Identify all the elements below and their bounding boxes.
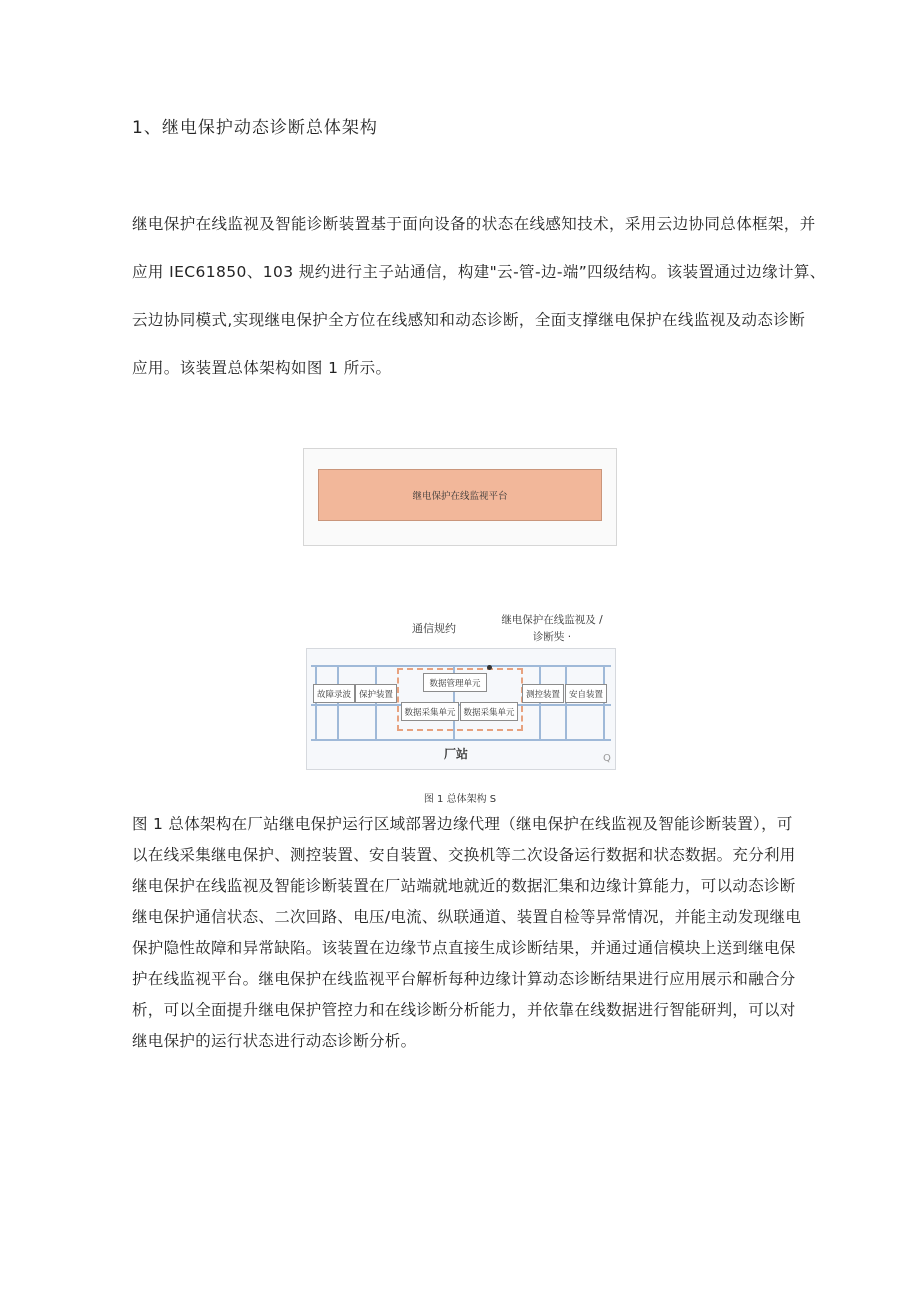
intro-line: 云边协同模式,实现继电保护全方位在线感知和动态诊断，全面支撑继电保护在线监视及动态诊断 [132,311,806,329]
callout-dot [487,665,492,670]
network-riser [375,665,377,741]
protection-device-box: 保护装置 [355,684,397,703]
measure-control-device-box: 测控装置 [522,684,564,703]
network-riser [337,665,339,741]
data-collection-unit-box: 数据采集单元 [401,702,459,721]
device-label [492,612,612,646]
comm-protocol-label: 通信规约 [412,622,456,635]
body-paragraph [132,809,802,1057]
section-heading: 1、继电保护动态诊断总体架构 [132,118,378,138]
fault-recorder-box: 故障录波 [313,684,355,703]
body-line: 以在线采集继电保护、测控装置、安自装置、交换机等二次设备运行数据和状态数据。充分利用 [132,846,796,864]
security-device-box: 安自装置 [565,684,607,703]
body-line: 继电保护通信状态、二次回路、电压/电流、纵联通道、装置自检等异常情况，并能主动发现继电 [132,908,802,926]
data-management-unit-box: 数据管理单元 [423,673,487,692]
corner-mark: Q [603,753,611,764]
body-line: 继电保护的运行状态进行动态诊断分析。 [132,1032,417,1050]
intro-line: 继电保护在线监视及智能诊断装置基于面向设备的状态在线感知技术，采用云边协同总体框架，并 [132,215,816,233]
figure-station-panel [306,648,616,770]
network-riser [315,665,317,741]
intro-line: 应用。该装置总体架构如图 1 所示。 [132,359,392,377]
body-line: 图 1 总体架构在厂站继电保护运行区域部署边缘代理（继电保护在线监视及智能诊断装置），可 [132,815,793,833]
station-label: 厂站 [444,747,469,761]
network-riser [565,665,567,741]
body-line: 保护隐性故障和异常缺陷。该装置在边缘节点直接生成诊断结果，并通过通信模块上送到继电保 [132,939,796,957]
data-collection-unit-box: 数据采集单元 [460,702,518,721]
platform-box: 继电保护在线监视平台 [318,469,602,521]
device-label-line: 继电保护在线监视及 / [501,614,603,626]
figure-caption: 图 1 总体架构 S [423,794,497,805]
network-riser [603,665,605,741]
network-riser [539,665,541,741]
figure-platform-panel [303,448,617,546]
body-line: 护在线监视平台。继电保护在线监视平台解析每种边缘计算动态诊断结果进行应用展示和融合分 [132,970,796,988]
body-line: 析，可以全面提升继电保护管控力和在线诊断分析能力，并依靠在线数据进行智能研判，可以对 [132,1001,796,1019]
intro-paragraph [132,200,826,392]
body-line: 继电保护在线监视及智能诊断装置在厂站端就地就近的数据汇集和边缘计算能力，可以动态诊断 [132,877,796,895]
device-label-line: 诊断奘 · [532,631,572,643]
intro-line: 应用 IEC61850、103 规约进行主子站通信，构建"云-管-边-端”四级结构。该装置通过边缘计算、 [132,263,826,281]
